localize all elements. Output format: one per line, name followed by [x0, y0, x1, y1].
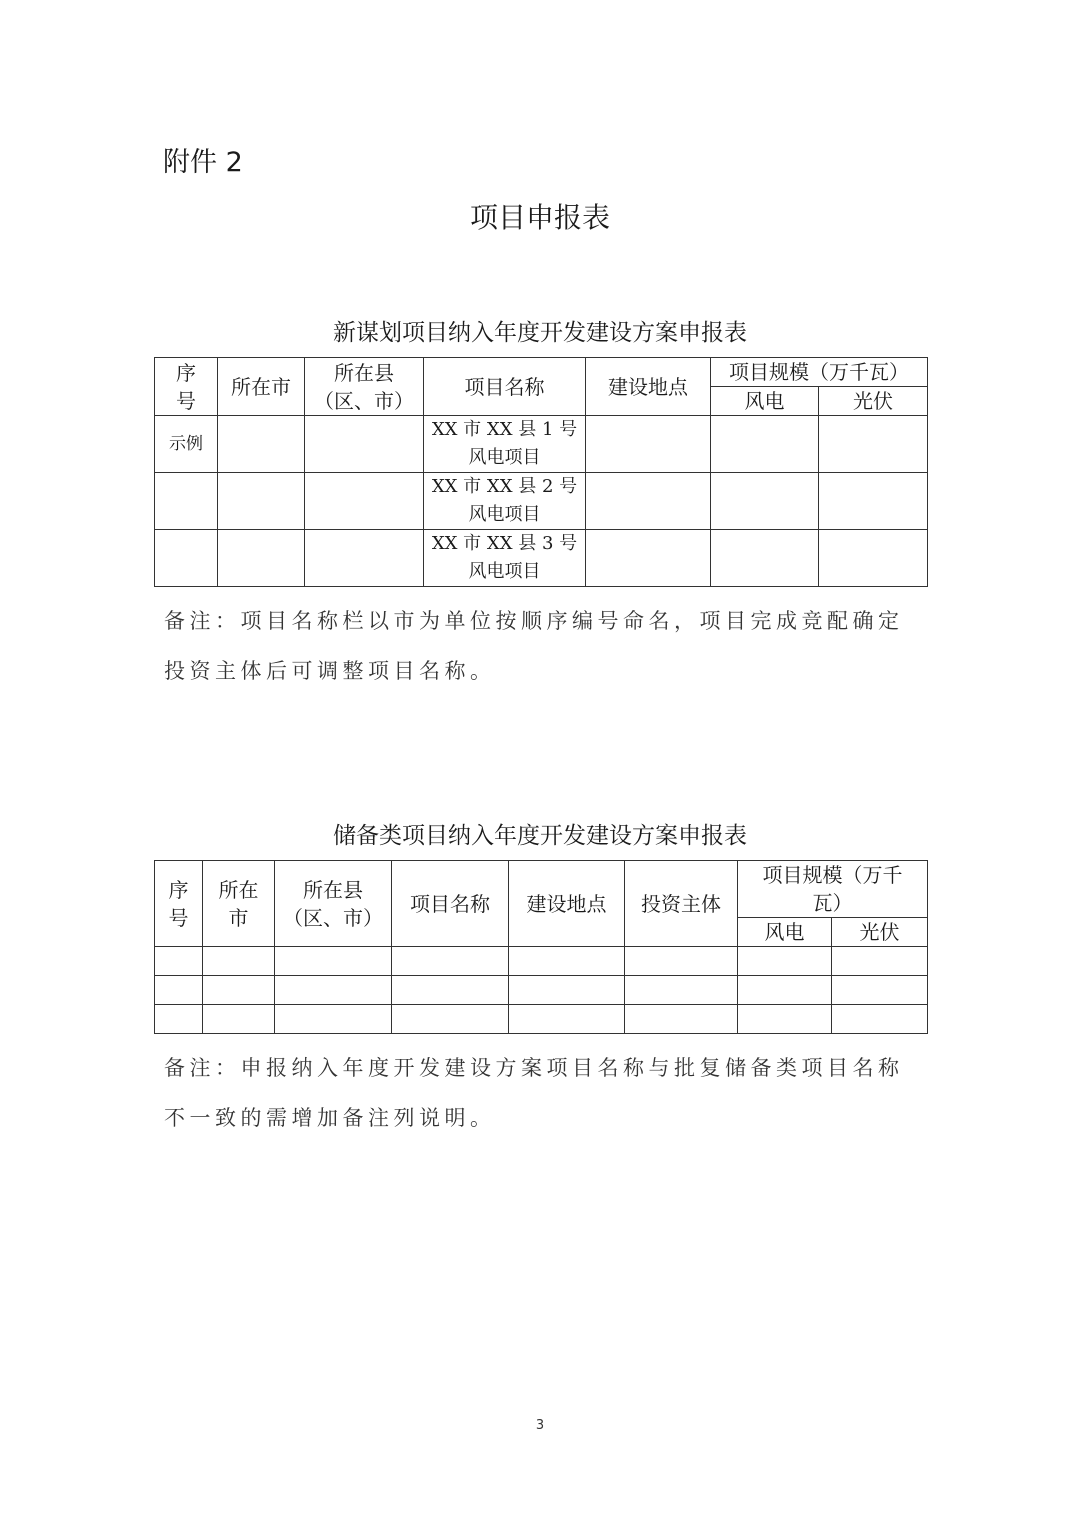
header-city: 所在市 [218, 358, 305, 416]
cell-location [586, 530, 711, 587]
cell-wind [711, 416, 819, 473]
table-row [155, 947, 928, 976]
table-cell [392, 976, 509, 1005]
cell-county [305, 416, 424, 473]
header-solar: 光伏 [819, 387, 928, 416]
table-cell [203, 947, 275, 976]
cell-solar [819, 473, 928, 530]
table-cell [275, 947, 392, 976]
header-scale: 项目规模（万千瓦） [711, 358, 928, 387]
table-cell [832, 976, 928, 1005]
cell-solar [819, 416, 928, 473]
cell-seq: 示例 [155, 416, 218, 473]
cell-location [586, 473, 711, 530]
table-cell [509, 1005, 625, 1034]
table-row [155, 473, 928, 530]
table-cell [155, 947, 203, 976]
table-cell [738, 947, 832, 976]
table-cell [738, 976, 832, 1005]
table-cell [625, 947, 738, 976]
table-cell [392, 1005, 509, 1034]
cell-county [305, 473, 424, 530]
table-cell [275, 976, 392, 1005]
cell-seq [155, 473, 218, 530]
table-cell [832, 947, 928, 976]
page-number: 3 [535, 1418, 545, 1433]
cell-city [218, 530, 305, 587]
table2-title: 储备类项目纳入年度开发建设方案申报表 [333, 823, 747, 849]
header-city: 所在 市 [203, 861, 275, 947]
header-project-name: 项目名称 [424, 358, 586, 416]
header-scale: 项目规模（万千 瓦） [738, 861, 928, 918]
table1 [154, 357, 928, 587]
header-seq: 序 号 [155, 358, 218, 416]
cell-project-name: XX 市 XX 县 3 号 风电项目 [424, 530, 586, 587]
header-solar: 光伏 [832, 918, 928, 947]
cell-wind [711, 473, 819, 530]
table-cell [625, 976, 738, 1005]
cell-project-name: XX 市 XX 县 2 号 风电项目 [424, 473, 586, 530]
cell-city [218, 473, 305, 530]
table-cell [203, 1005, 275, 1034]
header-seq: 序 号 [155, 861, 203, 947]
cell-location [586, 416, 711, 473]
cell-project-name: XX 市 XX 县 1 号 风电项目 [424, 416, 586, 473]
cell-city [218, 416, 305, 473]
table-row [155, 530, 928, 587]
table-cell [392, 947, 509, 976]
table-cell [509, 976, 625, 1005]
table1-title: 新谋划项目纳入年度开发建设方案申报表 [333, 320, 747, 346]
table-cell [275, 1005, 392, 1034]
page-title: 项目申报表 [469, 201, 610, 234]
table-cell [625, 1005, 738, 1034]
cell-wind [711, 530, 819, 587]
table-cell [203, 976, 275, 1005]
header-project-name: 项目名称 [392, 861, 509, 947]
attachment-label: 附件 2 [163, 147, 243, 178]
header-location: 建设地点 [586, 358, 711, 416]
table-row [155, 1005, 928, 1034]
table-cell [155, 1005, 203, 1034]
cell-seq [155, 530, 218, 587]
table1-note: 备注：项目名称栏以市为单位按顺序编号命名，项目完成竞配确定投资主体后可调整项目名称。 [164, 609, 904, 683]
table-row [155, 976, 928, 1005]
table-cell [738, 1005, 832, 1034]
header-location: 建设地点 [509, 861, 625, 947]
table-cell [509, 947, 625, 976]
header-wind: 风电 [711, 387, 819, 416]
header-county: 所在县 （区、市） [305, 358, 424, 416]
cell-solar [819, 530, 928, 587]
header-county: 所在县 （区、市） [275, 861, 392, 947]
table2-note: 备注：申报纳入年度开发建设方案项目名称与批复储备类项目名称不一致的需增加备注列说明。 [164, 1056, 904, 1130]
header-wind: 风电 [738, 918, 832, 947]
table2 [154, 860, 928, 1034]
cell-county [305, 530, 424, 587]
table-cell [155, 976, 203, 1005]
table-row [155, 416, 928, 473]
header-investor: 投资主体 [625, 861, 738, 947]
table-cell [832, 1005, 928, 1034]
